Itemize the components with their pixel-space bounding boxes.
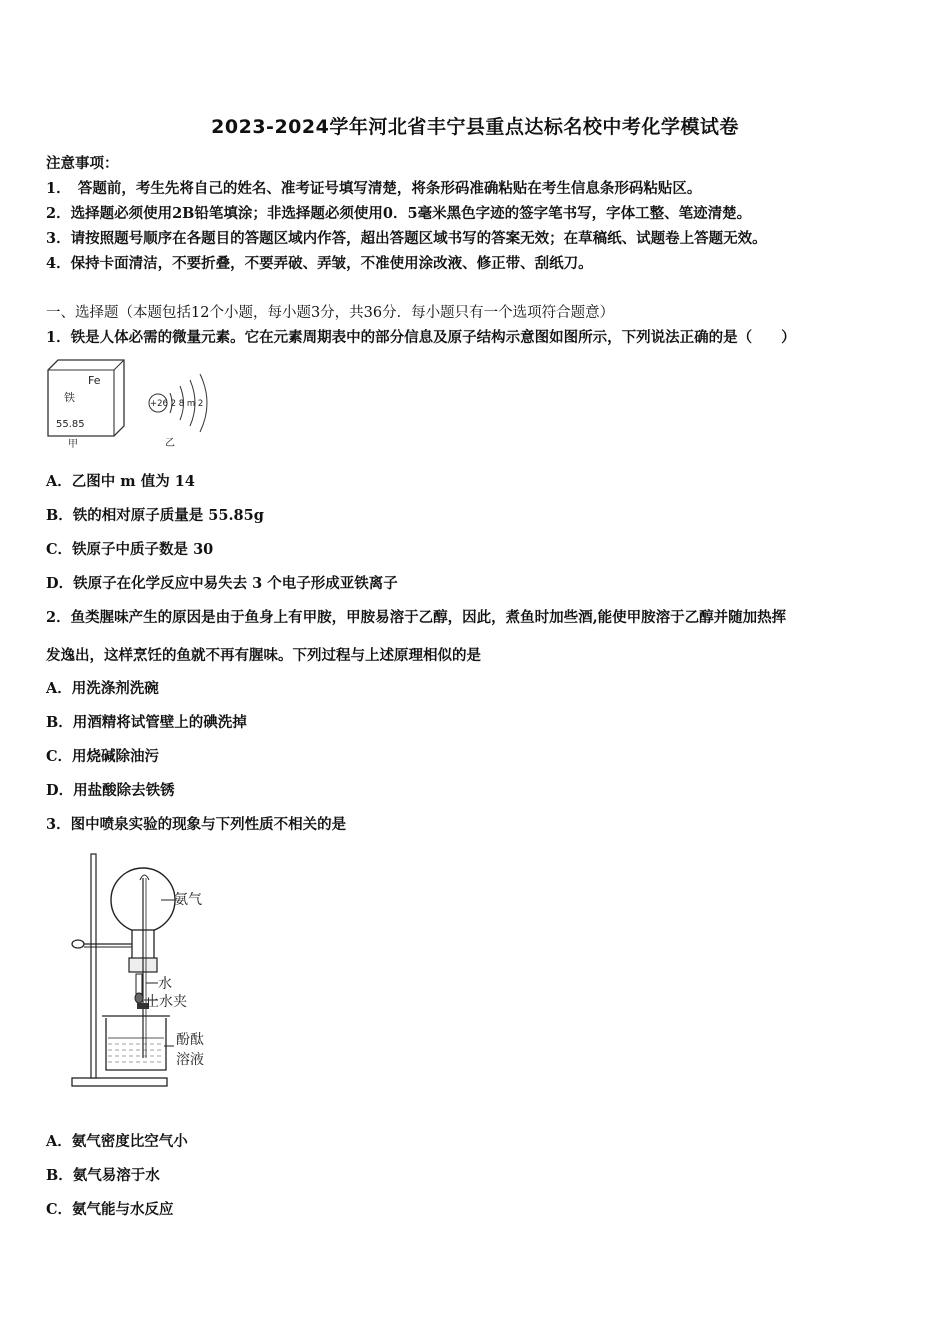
option-c: C．氨气能与水反应 bbox=[46, 1201, 174, 1218]
option-b: B．氨气易溶于水 bbox=[46, 1167, 160, 1184]
option-a: A．用洗涤剂洗碗 bbox=[46, 680, 159, 697]
element-diagram bbox=[44, 356, 224, 451]
notice-item: 1． 答题前，考生先将自己的姓名、准考证号填写清楚，将条形码准确粘贴在考生信息条形码粘贴区。 bbox=[46, 180, 702, 197]
notice-item: 2．选择题必须使用2B铅笔填涂；非选择题必须使用0．5毫米黑色字迹的签字笔书写，字体工整、笔迹清楚。 bbox=[46, 205, 752, 222]
label-water: 水 bbox=[158, 976, 172, 992]
label-gas: 氨气 bbox=[174, 892, 202, 908]
option-b: B．铁的相对原子质量是 55.85g bbox=[46, 507, 264, 524]
beaker bbox=[102, 1016, 170, 1070]
atom-configuration: +26 2 8 m 2 bbox=[150, 399, 204, 409]
notice-item: 4．保持卡面清洁，不要折叠，不要弄破、弄皱，不准使用涂改液、修正带、刮纸刀。 bbox=[46, 255, 593, 272]
stand-rod bbox=[91, 854, 96, 1078]
label-solution-2: 溶液 bbox=[176, 1052, 204, 1068]
label-clamp: 止水夹 bbox=[145, 994, 187, 1010]
option-a: A．氨气密度比空气小 bbox=[46, 1133, 188, 1150]
label-solution-1: 酚酞 bbox=[176, 1032, 204, 1048]
notice-item: 3．请按照题号顺序在各题目的答题区域内作答，超出答题区域书写的答案无效；在草稿纸、试题卷上答题无效。 bbox=[46, 230, 767, 247]
element-symbol: Fe bbox=[88, 374, 101, 387]
fountain-experiment-diagram bbox=[66, 848, 246, 1093]
periodic-table-cell bbox=[48, 360, 124, 436]
atom-structure bbox=[149, 374, 207, 432]
question-2-stem-cont: 发逸出，这样烹饪的鱼就不再有腥味。下列过程与上述原理相似的是 bbox=[46, 647, 481, 664]
question-2-stem: 2．鱼类腥味产生的原因是由于鱼身上有甲胺，甲胺易溶于乙醇，因此，煮鱼时加些酒,能使甲胺溶于乙醇并随加热挥 bbox=[46, 609, 787, 626]
question-3-stem: 3．图中喷泉实验的现象与下列性质不相关的是 bbox=[46, 816, 347, 833]
page-title: 2023-2024学年河北省丰宁县重点达标名校中考化学模试卷 bbox=[211, 116, 739, 138]
figure-label-b: 乙 bbox=[165, 438, 175, 449]
element-name: 铁 bbox=[64, 391, 75, 404]
figure-label-a: 甲 bbox=[68, 439, 78, 450]
notice-heading: 注意事项： bbox=[46, 155, 119, 172]
option-c: C．铁原子中质子数是 30 bbox=[46, 541, 214, 558]
section-heading: 一、选择题（本题包括12个小题，每小题3分，共36分．每小题只有一个选项符合题意） bbox=[46, 305, 615, 321]
question-1-stem: 1．铁是人体必需的微量元素。它在元素周期表中的部分信息及原子结构示意图如图所示，下列说法正确的是（ ） bbox=[46, 329, 796, 346]
element-mass: 55.85 bbox=[56, 419, 85, 430]
option-d: D．用盐酸除去铁锈 bbox=[46, 782, 175, 799]
option-d: D．铁原子在化学反应中易失去 3 个电子形成亚铁离子 bbox=[46, 575, 398, 592]
option-c: C．用烧碱除油污 bbox=[46, 748, 160, 765]
stand-base bbox=[72, 1078, 167, 1086]
option-b: B．用酒精将试管壁上的碘洗掉 bbox=[46, 714, 247, 731]
option-a: A．乙图中 m 值为 14 bbox=[46, 473, 195, 490]
